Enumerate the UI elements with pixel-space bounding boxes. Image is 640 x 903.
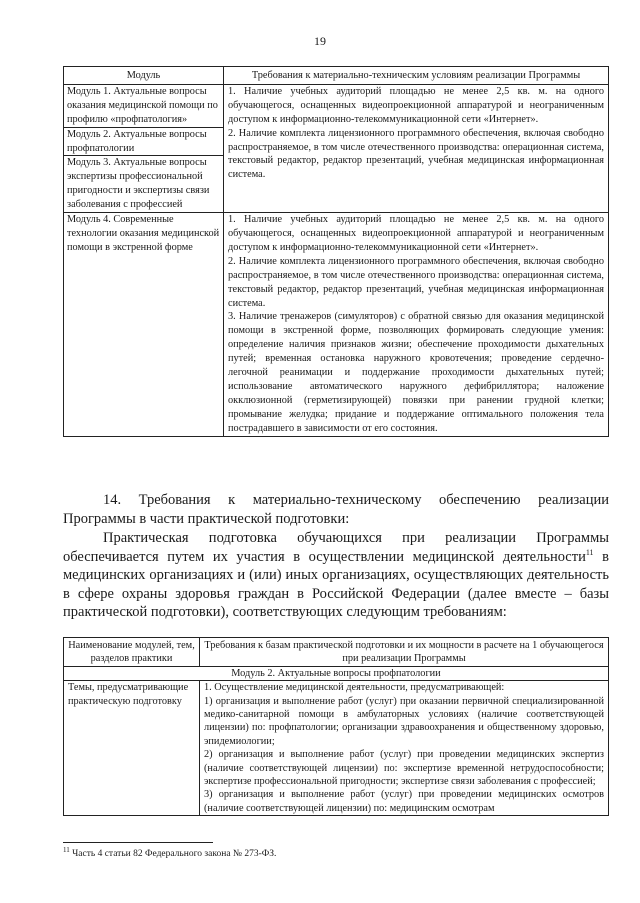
topic-cell: Темы, предусматривающие практическую подготовку [64, 681, 200, 816]
table-header-row [64, 67, 609, 85]
list-item: 1) организация и выполнение работ (услуг) при оказании первичной специализированной медико-санитарной помощи в амбулаторных условиях (наличие соответствующей лицензии) по: профпатологии; организации здравоохранения и общественному здоровью, эпидемиологии; [204, 695, 604, 747]
section-body-end: в медицинских организациях и (или) иных организациях, осуществляющих деятельность в сфере охраны здоровья граждан в Российской Федерации (далее вместе – базы практической подготовки), соответствующих следующим требованиям: [63, 548, 609, 621]
module-name: Модуль 4. Современные технологии оказания медицинской помощи в экстренной форме [67, 214, 220, 253]
footnote-divider [63, 842, 213, 843]
module-name: Модуль 1. Актуальные вопросы оказания медицинской помощи по профилю «профпатология» [67, 85, 218, 125]
section-body-start: Практическая подготовка обучающихся при реализации Программы обеспечивается путем их участия в осуществлении медицинской деятельности [63, 530, 609, 565]
requirements-cell [224, 84, 609, 212]
footnote [63, 845, 277, 859]
requirement-item: 1. Наличие учебных аудиторий площадью не менее 2,5 кв. м. на одного обучающегося, оснащенных видеопроекционной аппаратурой и неограниченным доступом к информационно-телекоммуникационной сети «Интернет». [228, 214, 604, 253]
requirement-item: 1. Наличие учебных аудиторий площадью не менее 2,5 кв. м. на одного обучающегося, оснащенных видеопроекционной аппаратурой и неограниченным доступом к информационно-телекоммуникационной сети «Интернет». [228, 85, 604, 125]
requirements-cell [224, 213, 609, 437]
footnote-mark: 11 [63, 845, 70, 854]
module-cell [64, 84, 224, 212]
module-name: Модуль 3. Актуальные вопросы экспертизы профессиональной пригодности и экспертизы связи заболевания с профессией [64, 155, 223, 212]
footnote-reference: 11 [585, 547, 594, 557]
table-row [64, 213, 609, 437]
list-item: 3) организация и выполнение работ (услуг) при проведении медицинских осмотров (наличие соответствующей лицензии) по: медицинским осмотрам [204, 789, 604, 814]
table-row [64, 681, 609, 816]
column-header-requirements: Требования к материально-техническим условиям реализации Программы [224, 67, 609, 85]
section-heading: 14. Требования к материально-техническому обеспечению реализации Программы в части практической подготовки: [63, 492, 609, 527]
module-row-title: Модуль 2. Актуальные вопросы профпатологии [64, 666, 609, 680]
list-item: 1. Осуществление медицинской деятельности, предусматривающей: [204, 682, 505, 694]
requirement-item: 2. Наличие комплекта лицензионного программного обеспечения, включая свободно распространяемое, в том числе отечественного производства: операционная система, текстовый редактор, редактор презентаций, учебная медицинская информационная система. [228, 255, 604, 309]
requirement-item: 3. Наличие тренажеров (симуляторов) с обратной связью для оказания медицинской помощи в экстренной форме, позволяющих формировать следующие умения: определение наличия признаков жизни; обеспечение проходимости дыхательных путей; временная остановка наружного кровотечения; проведение сердечно-легочной реанимации и поддержание проходимости дыхательных путей; использование автоматического наружного дефибриллятора; наложение окклюзионной (герметизирующей) повязки при ранении грудной клетки; промывание желудка; придание и поддержание оптимального положения тела пострадавшего в зависимости от его состояния. [228, 311, 604, 434]
module-name: Модуль 2. Актуальные вопросы профпатологии [64, 127, 223, 156]
column-header-modules: Наименование модулей, тем, разделов практики [64, 638, 200, 667]
practice-bases-table [63, 637, 609, 816]
footnote-text: Часть 4 статьи 82 Федерального закона № 273-ФЗ. [69, 849, 277, 859]
material-requirements-table [63, 66, 609, 437]
section-body [63, 529, 609, 622]
module-cell [64, 213, 224, 437]
list-item: 2) организация и выполнение работ (услуг) при проведении медицинских экспертиз (наличие соответствующей лицензии) по: экспертизе временной нетрудоспособности; экспертизе профессиональной пригодности; экспертизе связи заболевания с профессией; [204, 749, 604, 788]
table-header-row [64, 638, 609, 667]
module-row [64, 666, 609, 680]
requirement-item: 2. Наличие комплекта лицензионного программного обеспечения, включая свободно распространяемое, в том числе отечественного производства: операционная система, текстовый редактор, редактор презентаций, учебная медицинская информационная система. [228, 127, 604, 181]
column-header-bases: Требования к базам практической подготовки и их мощности в расчете на 1 обучающегося при реализации Программы [200, 638, 609, 667]
column-header-module: Модуль [64, 67, 224, 85]
table-row [64, 84, 609, 212]
page-number: 19 [314, 34, 326, 48]
bases-requirements-cell [200, 681, 609, 816]
